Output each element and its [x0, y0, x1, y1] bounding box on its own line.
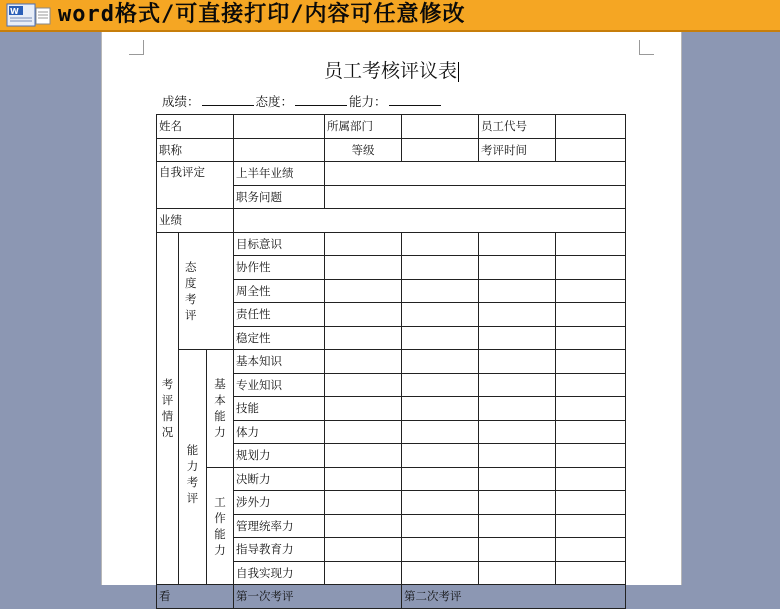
score-line — [162, 92, 443, 110]
score-cell[interactable] — [325, 256, 402, 280]
score-cell[interactable] — [556, 373, 626, 397]
margin-corner-mark — [639, 40, 654, 55]
score-cell[interactable] — [325, 491, 402, 515]
score-cell[interactable] — [402, 303, 479, 327]
score-cell[interactable] — [479, 561, 556, 585]
document-page[interactable] — [101, 32, 682, 604]
score-cell[interactable] — [325, 561, 402, 585]
score-cell[interactable] — [556, 491, 626, 515]
h1-performance-label: 上半年业绩 — [234, 162, 325, 186]
document-title-text: 员工考核评议表 — [323, 60, 457, 82]
score-cell[interactable] — [402, 232, 479, 256]
ability-blank[interactable] — [389, 94, 441, 106]
score-cell[interactable] — [402, 561, 479, 585]
score-cell[interactable] — [556, 538, 626, 562]
grade-label: 成绩： — [162, 94, 200, 109]
score-cell[interactable] — [325, 303, 402, 327]
performance-value-cell[interactable] — [234, 209, 626, 233]
score-cell[interactable] — [479, 279, 556, 303]
second-review-label: 第二次考评 — [402, 585, 626, 609]
score-cell[interactable] — [556, 279, 626, 303]
score-cell[interactable] — [402, 420, 479, 444]
score-cell[interactable] — [325, 420, 402, 444]
basic-ability-label: 基本能力 — [207, 350, 234, 468]
score-cell[interactable] — [325, 279, 402, 303]
work-ability-label: 工作能力 — [207, 467, 234, 585]
self-assessment-label: 自我评定 — [157, 162, 234, 209]
position-label: 职称 — [157, 138, 234, 162]
duty-issues-label: 职务问题 — [234, 185, 325, 209]
score-cell[interactable] — [402, 514, 479, 538]
work-item-label: 指导教育力 — [234, 538, 325, 562]
score-cell[interactable] — [325, 444, 402, 468]
review-time-label: 考评时间 — [479, 138, 556, 162]
document-title[interactable] — [102, 56, 681, 83]
basic-item-label: 体力 — [234, 420, 325, 444]
score-cell[interactable] — [402, 397, 479, 421]
svg-text:W: W — [10, 7, 19, 16]
score-cell[interactable] — [556, 397, 626, 421]
score-cell[interactable] — [479, 467, 556, 491]
score-cell[interactable] — [479, 350, 556, 374]
review-situation-label: 考评情况 — [157, 232, 179, 585]
score-cell[interactable] — [479, 420, 556, 444]
score-cell[interactable] — [556, 561, 626, 585]
attitude-review-label: 态度考评 — [179, 232, 234, 350]
score-cell[interactable] — [402, 467, 479, 491]
promo-banner — [0, 0, 780, 32]
score-cell[interactable] — [556, 232, 626, 256]
score-cell[interactable] — [556, 256, 626, 280]
score-cell[interactable] — [325, 538, 402, 562]
score-cell[interactable] — [479, 514, 556, 538]
basic-item-label: 规划力 — [234, 444, 325, 468]
ability-label: 能力： — [349, 94, 387, 109]
score-cell[interactable] — [479, 326, 556, 350]
score-cell[interactable] — [402, 350, 479, 374]
work-item-label: 涉外力 — [234, 491, 325, 515]
ability-review-label: 能力考评 — [179, 350, 207, 585]
duty-issues-value-cell[interactable] — [325, 185, 626, 209]
h1-performance-value-cell[interactable] — [325, 162, 626, 186]
score-cell[interactable] — [325, 326, 402, 350]
score-cell[interactable] — [479, 491, 556, 515]
score-cell[interactable] — [402, 538, 479, 562]
bottom-first-label: 看 — [157, 585, 234, 609]
score-cell[interactable] — [402, 279, 479, 303]
margin-corner-mark — [129, 40, 144, 55]
work-item-label: 自我实现力 — [234, 561, 325, 585]
score-cell[interactable] — [479, 444, 556, 468]
review-time-value-cell[interactable] — [556, 138, 626, 162]
attitude-label: 态度： — [255, 94, 294, 109]
attitude-blank[interactable] — [295, 94, 347, 106]
score-cell[interactable] — [325, 232, 402, 256]
text-cursor — [458, 62, 459, 82]
grade-blank[interactable] — [202, 94, 254, 106]
performance-label: 业绩 — [157, 209, 234, 233]
department-label: 所属部门 — [325, 115, 402, 139]
name-value-cell[interactable] — [234, 115, 325, 139]
score-cell[interactable] — [556, 420, 626, 444]
employee-id-value-cell[interactable] — [556, 115, 626, 139]
score-cell[interactable] — [479, 373, 556, 397]
score-cell[interactable] — [479, 303, 556, 327]
level-value-cell[interactable] — [402, 138, 479, 162]
score-cell[interactable] — [556, 514, 626, 538]
evaluation-form-table — [156, 114, 626, 609]
attitude-item-label: 周全性 — [234, 279, 325, 303]
level-label: 等级 — [325, 138, 402, 162]
score-cell[interactable] — [402, 491, 479, 515]
basic-item-label: 专业知识 — [234, 373, 325, 397]
score-cell[interactable] — [325, 467, 402, 491]
score-cell[interactable] — [556, 326, 626, 350]
work-item-label: 管理统率力 — [234, 514, 325, 538]
attitude-item-label: 协作性 — [234, 256, 325, 280]
score-cell[interactable] — [556, 303, 626, 327]
score-cell[interactable] — [325, 397, 402, 421]
attitude-item-label: 责任性 — [234, 303, 325, 327]
score-cell[interactable] — [325, 350, 402, 374]
basic-item-label: 基本知识 — [234, 350, 325, 374]
word-document-icon — [6, 3, 52, 27]
score-cell[interactable] — [402, 444, 479, 468]
score-cell[interactable] — [556, 350, 626, 374]
score-cell[interactable] — [556, 467, 626, 491]
banner-text: word格式/可直接打印/内容可任意修改 — [58, 2, 466, 27]
basic-item-label: 技能 — [234, 397, 325, 421]
name-label: 姓名 — [157, 115, 234, 139]
score-cell[interactable] — [479, 538, 556, 562]
first-review-label: 第一次考评 — [234, 585, 402, 609]
score-cell[interactable] — [325, 514, 402, 538]
department-value-cell[interactable] — [402, 115, 479, 139]
score-cell[interactable] — [402, 373, 479, 397]
score-cell[interactable] — [402, 256, 479, 280]
score-cell[interactable] — [479, 397, 556, 421]
attitude-item-label: 稳定性 — [234, 326, 325, 350]
score-cell[interactable] — [479, 232, 556, 256]
score-cell[interactable] — [402, 326, 479, 350]
position-value-cell[interactable] — [234, 138, 325, 162]
score-cell[interactable] — [479, 256, 556, 280]
employee-id-label: 员工代号 — [479, 115, 556, 139]
work-item-label: 决断力 — [234, 467, 325, 491]
score-cell[interactable] — [325, 373, 402, 397]
score-cell[interactable] — [556, 444, 626, 468]
attitude-item-label: 目标意识 — [234, 232, 325, 256]
